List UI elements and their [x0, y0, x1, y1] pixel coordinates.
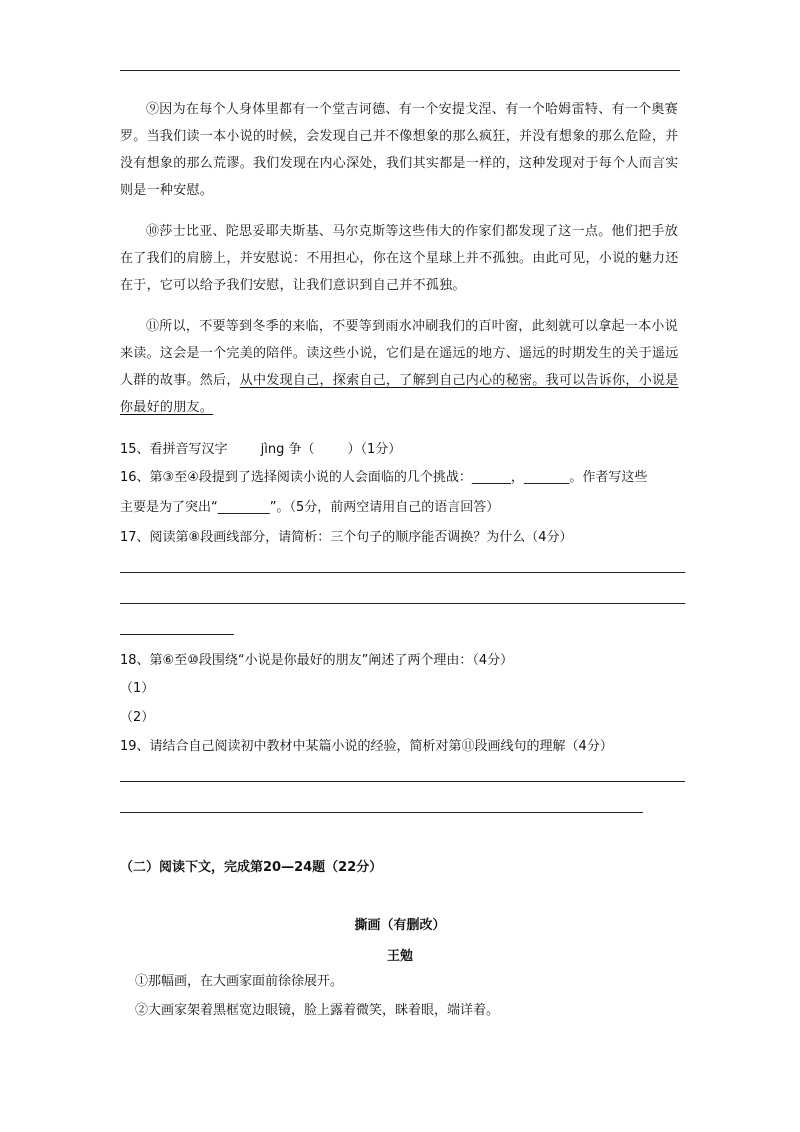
paragraph-11-text: ⑪所以，不要等到冬季的来临，不要等到雨水冲刷我们的百叶窗，此刻就可以拿起一本小说来读。这会是一个完美的陪伴。读这些小说，它们是在遥远的地方、遥远的时期发生的关于遥远人群的故事。然后， [120, 319, 679, 388]
question-16-line1: 16、第③至④段提到了选择阅读小说的人会面临的几个挑战：______，_______。作者写这些 [120, 470, 648, 485]
story-paragraph-1: ①那幅画，在大画家面前徐徐展开。 [135, 974, 344, 989]
question-18-item-2: （2） [120, 710, 155, 725]
answer-line-19b[interactable] [120, 812, 643, 813]
paragraph-11 [120, 313, 685, 421]
story-title: 撕画（有删改） [354, 918, 446, 933]
question-15: 15、看拼音写汉字 jìng 争（ ）（1分） [120, 442, 402, 457]
story-paragraph-2: ②大画家架着黑框宽边眼镜，脸上露着微笑，眯着眼，端详着。 [135, 1003, 500, 1018]
paragraph-10: ⑩莎士比亚、陀思妥耶夫斯基、马尔克斯等这些伟大的作家们都发现了这一点。他们把手放在了我们的肩膀上，并安慰说：不用担心，你在这个星球上并不孤独。由此可见，小说的魅力还在于，它可以给予我们安慰，让我们意识到自己并不孤独。 [120, 224, 679, 293]
question-19: 19、请结合自己阅读初中教材中某篇小说的经验，简析对第⑪段画线句的理解（4分） [120, 739, 613, 754]
question-18-item-1: （1） [120, 681, 155, 696]
section-2-heading: （二）阅读下文，完成第20—24题（22分） [120, 860, 383, 875]
answer-line-17c[interactable] [120, 634, 234, 635]
paragraph-11-underlined: 从中发现自己，探索自己，了解到自己内心的秘密。我可以告诉你，小说是你最好的朋友。 [120, 373, 679, 415]
story-author: 王勉 [386, 949, 413, 964]
answer-line-17b[interactable] [120, 603, 685, 604]
top-rule [120, 70, 680, 71]
question-17: 17、阅读第⑧段画线部分，请简析：三个句子的顺序能否调换？为什么（4分） [120, 530, 573, 545]
question-16-line2: 主要是为了突出“________”。（5分，前两空请用自己的语言回答） [120, 500, 500, 515]
question-18: 18、第⑥至⑩段围绕“小说是你最好的朋友”阐述了两个理由：（4分） [120, 653, 514, 668]
answer-line-17a[interactable] [120, 572, 685, 573]
answer-line-19a[interactable] [120, 781, 685, 782]
paragraph-9: ⑨因为在每个人身体里都有一个堂吉诃德、有一个安提戈涅、有一个哈姆雷特、有一个奥赛罗。当我们读一本小说的时候，会发现自己并不像想象的那么疯狂，并没有想象的那么危险，并没有想象的那么荒谬。我们发现在内心深处，我们其实都是一样的，这种发现对于每个人而言实则是一种安慰。 [120, 102, 679, 198]
